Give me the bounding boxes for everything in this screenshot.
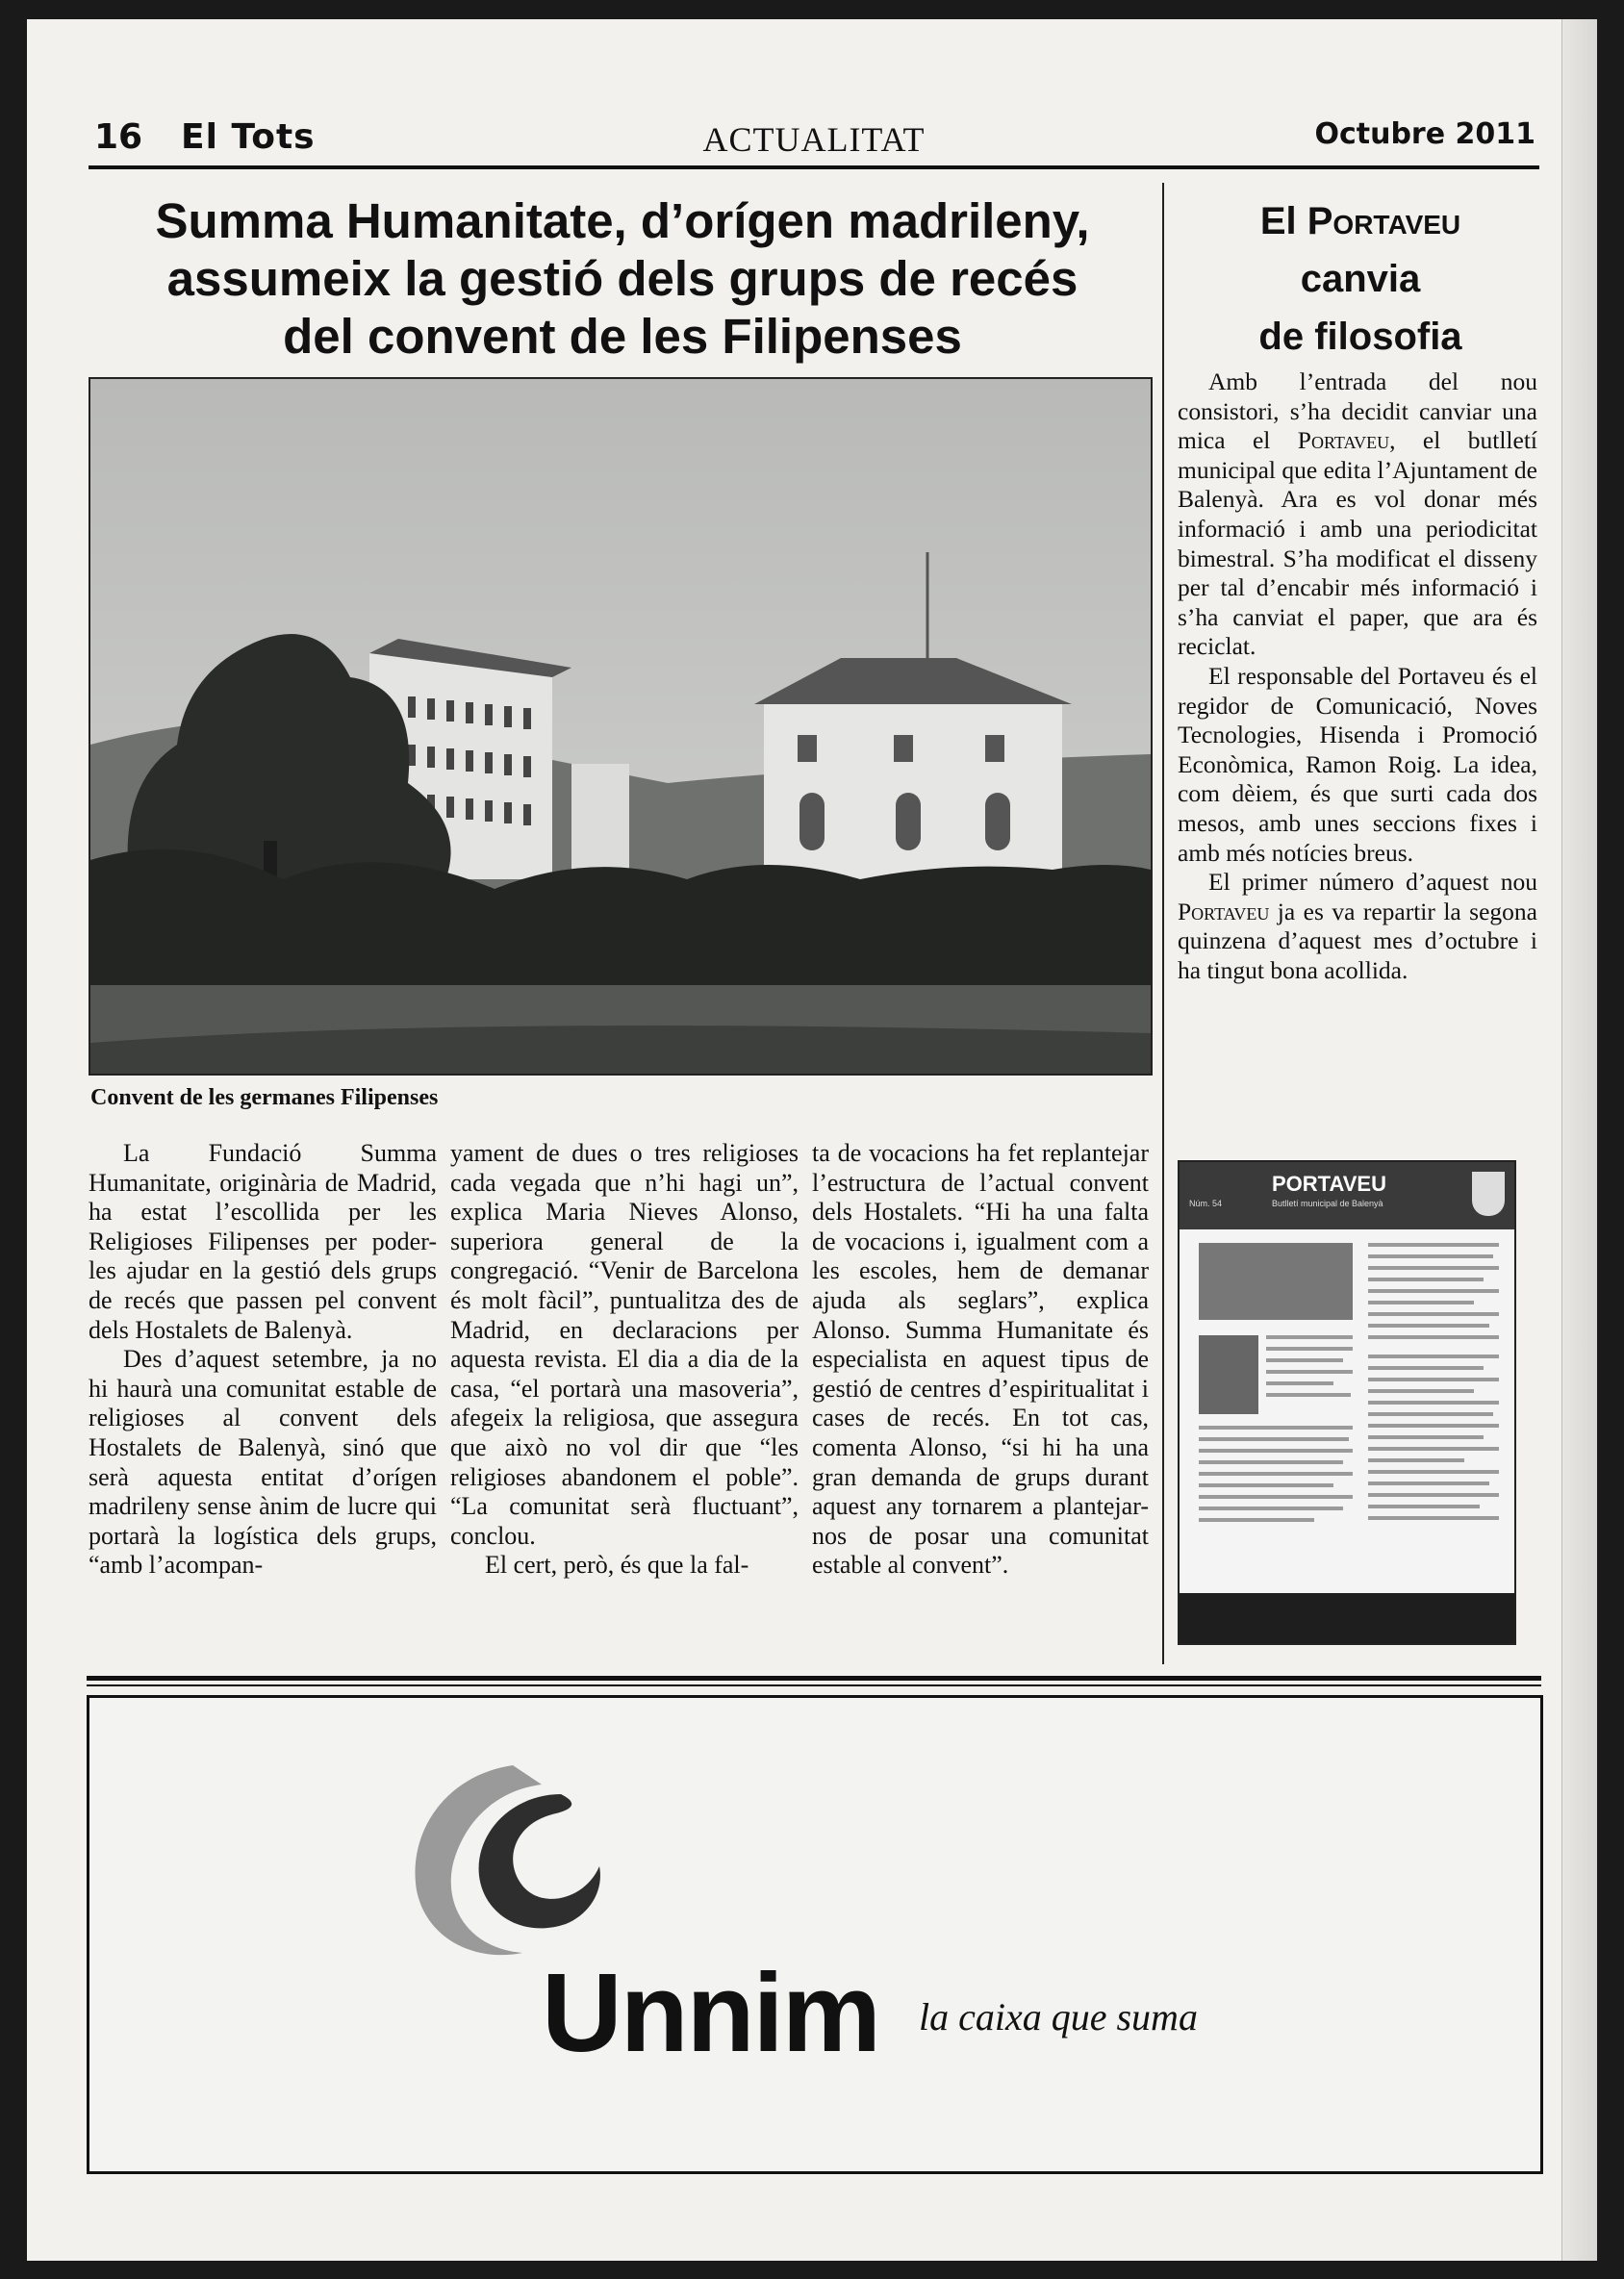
unnim-logo-icon bbox=[397, 1756, 628, 1967]
shield-icon bbox=[1472, 1172, 1505, 1216]
ad-top-rule-thin bbox=[87, 1684, 1541, 1686]
page-edge bbox=[1561, 19, 1597, 2261]
page-header bbox=[89, 96, 1539, 169]
article-column-3 bbox=[812, 1139, 1149, 1581]
text-run: Portaveu bbox=[1178, 897, 1270, 925]
ad-brand-name: Unnim bbox=[542, 1950, 879, 2075]
text-run: Amb l’entrada del nou consistori, s’ha decidit canviar una mica el bbox=[1178, 367, 1537, 455]
portaveu-cover-thumbnail bbox=[1178, 1160, 1516, 1645]
advertisement-box bbox=[87, 1695, 1543, 2174]
text-run: El primer número d’aquest nou bbox=[1208, 868, 1537, 897]
sidebar-headline-part: Portaveu bbox=[1307, 200, 1461, 242]
sidebar-paragraph: El responsable del Portaveu és el regidor de Comunicació, Noves Tecnologies, Hisenda i Promoció Econòmica, Ramon Roig. La idea, com dèiem, és que surti cada dos mesos, amb unes seccions fixes i amb més notícies breus. bbox=[1178, 661, 1537, 867]
article-paragraph: yament de dues o tres religioses cada vegada que n’hi hagi un”, explica Maria Nieves Alonso, superiora general de la congregació. “Venir de Barcelona és molt fàcil”, puntualitza des de Madrid, en declaracions per aquesta revista. El dia a dia de la casa, “el portarà una masoveria”, afegeix la religiosa, que assegura que això no vol dir que “les religioses abandonem el poble”. “La comunitat serà fluctuant”, conclou. bbox=[450, 1139, 799, 1550]
sidebar-headline-part: El bbox=[1259, 200, 1307, 242]
article-column-1 bbox=[89, 1139, 437, 1581]
article-paragraph: El cert, però, és que la fal- bbox=[485, 1551, 749, 1580]
sidebar-paragraph bbox=[1178, 367, 1537, 662]
headline-line: Summa Humanitate, d’orígen madrileny, bbox=[155, 193, 1090, 248]
sidebar-body bbox=[1178, 367, 1537, 985]
thumbnail-subtitle: Butlletí municipal de Balenyà bbox=[1272, 1199, 1383, 1208]
text-run: , el butlletí municipal que edita l’Ajuntament de Balenyà. Ara es vol donar més informació i amb una periodicitat bimestral. S’ha modificat el disseny per tal d’encabir més informació i s’ha canviat el paper, que ara és reciclat. bbox=[1178, 426, 1537, 661]
convent-photo-illustration bbox=[90, 379, 1151, 1074]
thumbnail-content-illustration bbox=[1180, 1229, 1514, 1595]
sidebar-headline-line bbox=[1178, 192, 1543, 250]
thumbnail-header bbox=[1180, 1162, 1514, 1229]
thumbnail-footer bbox=[1180, 1593, 1514, 1643]
sidebar-headline-line: canvia bbox=[1300, 258, 1421, 300]
section-name: ACTUALITAT bbox=[702, 120, 926, 159]
column-divider bbox=[1162, 183, 1164, 1664]
issue-date: Octubre 2011 bbox=[1314, 117, 1535, 151]
photo-caption: Convent de les germanes Filipenses bbox=[90, 1085, 439, 1110]
text-run: ja es va repartir la segona quinzena d’aquest mes d’octubre i ha tingut bona acollida. bbox=[1178, 897, 1537, 984]
ad-slogan: la caixa que suma bbox=[919, 1995, 1198, 2038]
text-run: Portaveu bbox=[1297, 426, 1390, 455]
article-column-2 bbox=[450, 1139, 799, 1581]
thumbnail-issue: Núm. 54 bbox=[1189, 1199, 1223, 1208]
article-paragraph: Des d’aquest setembre, ja no hi haurà una comunitat estable de religioses al convent dels Hostalets de Balenyà, sinó que serà aquesta entitat d’orígen madrileny sense ànim de lucre qui portarà la logística dels grups, “amb l’acompan- bbox=[89, 1345, 437, 1580]
sidebar-headline bbox=[1178, 192, 1543, 366]
article-paragraph: La Fundació Summa Humanitate, originària de Madrid, ha estat l’escollida per les Religioses Filipenses per poder-les ajudar en la gestió dels grups de recés que passen pel convent dels Hostalets de Balenyà. bbox=[89, 1139, 437, 1344]
article-headline bbox=[89, 192, 1156, 366]
headline-line: del convent de les Filipenses bbox=[283, 309, 962, 364]
sidebar-paragraph bbox=[1178, 868, 1537, 985]
page-number: 16 bbox=[94, 117, 143, 157]
publication-name: El Tots bbox=[181, 117, 316, 157]
sidebar-headline-line: de filosofia bbox=[1258, 316, 1462, 358]
headline-line: assumeix la gestió dels grups de recés bbox=[166, 251, 1078, 306]
article-paragraph: ta de vocacions ha fet replantejar l’estructura de l’actual convent dels Hostalets. “Hi ha una falta de vocacions i, igualment com a les escoles, hem de demanar ajuda als seglars”, explica Alonso. Summa Humanitate és especialista en aquest tipus de gestió de centres d’espiritualitat i cases de recés. En tot cas, comenta Alonso, “si hi ha una gran demanda de grups durant aquest any tornarem a plantejar-nos de posar una comunitat estable al convent”. bbox=[812, 1139, 1149, 1580]
thumbnail-title: PORTAVEU bbox=[1272, 1172, 1386, 1196]
article-photo bbox=[89, 377, 1153, 1076]
ad-top-rule bbox=[87, 1676, 1541, 1681]
newspaper-page bbox=[27, 19, 1597, 2261]
